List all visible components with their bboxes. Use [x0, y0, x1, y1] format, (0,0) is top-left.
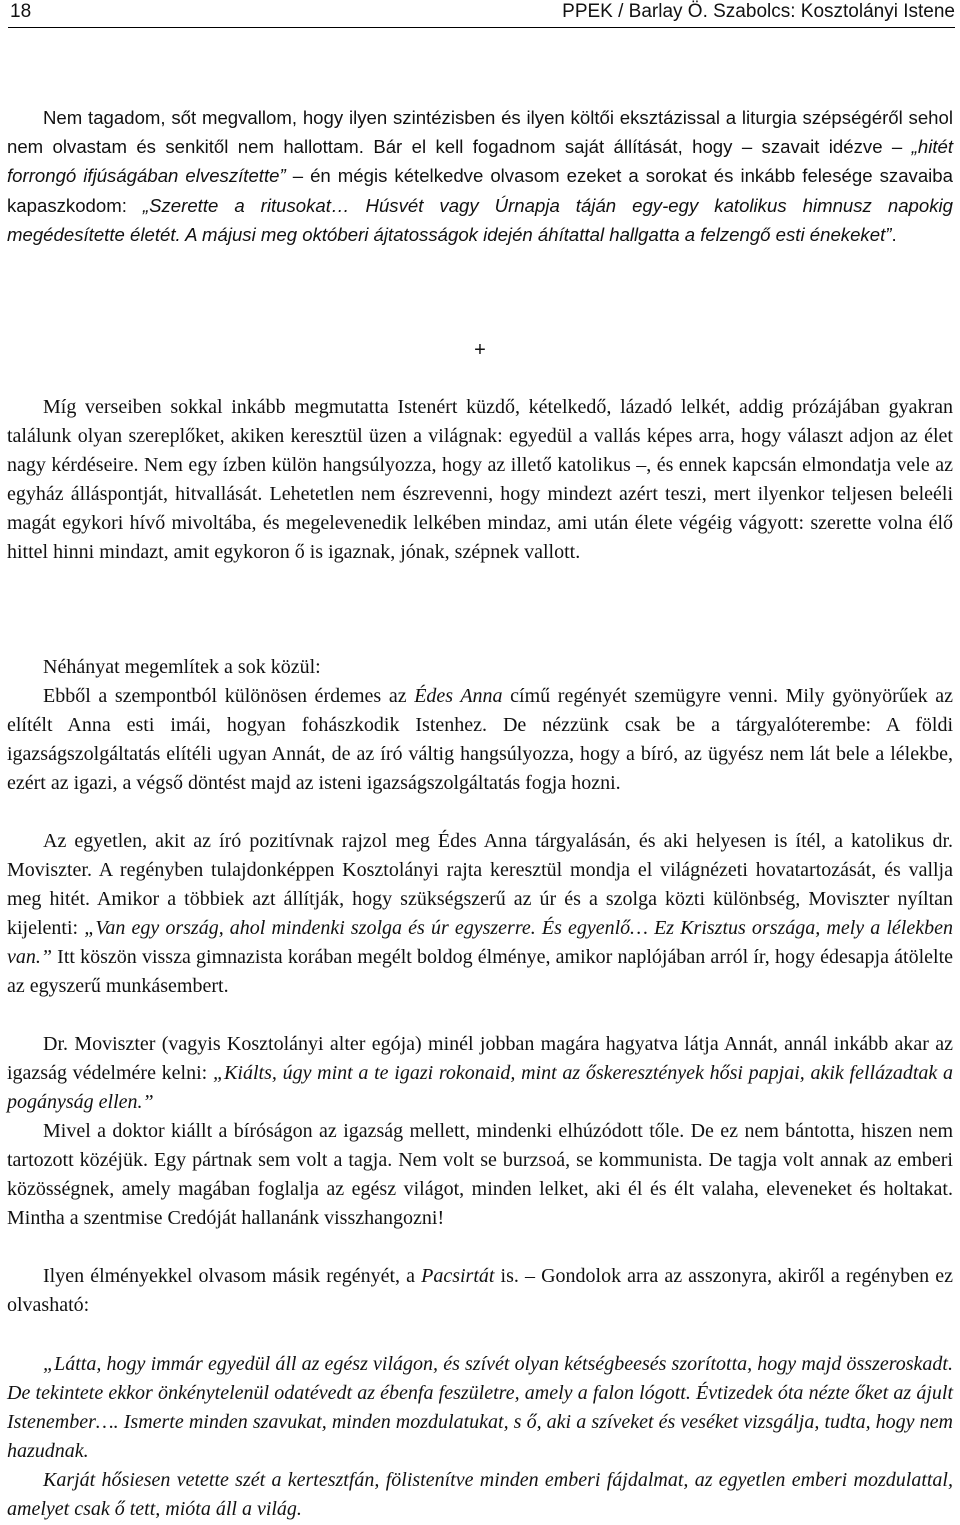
book-title-pacsirta: Pacsirtát: [421, 1265, 495, 1287]
paragraph-pacsirta: [7, 1262, 953, 1320]
paragraph-edes-anna-text-2: című regényét szemügyre venni. Mily gyönyörűek az elítélt Anna esti imái, hogyan fohászkodik Istenhez. De nézzünk csak be a tárgyalóterembe: A földi igazságszolgáltatás elítéli ugyan Annát, de az író váltig hangsúlyozza, hogy a bíró, az ügyész nem lát bele a lélekbe, ezért az igazi, a végső döntést majd az isteni igazságszolgáltatás fogja hozni.: [7, 685, 954, 794]
paragraph-pacsirta-text: Ilyen élményekkel olvasom másik regényét, a: [43, 1265, 422, 1287]
paragraph-prose-characters: Míg verseiben sokkal inkább megmutatta Istenért küzdő, kételkedő, lázadó lelkét, addig prózájában gyakran találunk olyan szereplőket, akiken keresztül üzen a világnak: egyedül a vallás képes arra, hogy választ adjon az élet nagy kérdéseire. Nem egy ízben külön hangsúlyozza, hogy az illető katolikus –, és ennek kapcsán elmondatja vele az egyház álláspontját, hitvallását. Lehetetlen nem észrevenni, hogy mindezt azért teszi, mert ilyenkor teljesen beleéli magát egykori hívő mivoltába, és megelevenedik lelkében mindaz, ami után élete végéig vágyott: szerette volna élő hittel hinni mindazt, amit egykoron ő is igaznak, jónak, szépnek vallott.: [7, 396, 953, 563]
paragraph-edes-anna: [7, 682, 953, 798]
quote-pacsirta-2: [7, 1466, 953, 1524]
quote-lost-faith: „hitét forrongó ifjúságában elveszítette”: [7, 136, 953, 187]
paragraph-doctor-court: Mivel a doktor kiállt a bíróságon az igazság mellett, mindenki elhúzódott tőle. De ez nem bántotta, hiszen nem tartozott közéjük. Egy pártnak sem volt a tagja. Nem volt se burzsoá, se kommunista. De tagja volt annak az emberi közösségnek, amely magában foglalja az egész világot, minden lelket, aki él és élt valaha, eleveneket és holtakat. Mintha a szentmise Credóját hallanánk visszhangozni!: [7, 1120, 953, 1229]
quote-kingdom-of-christ: „Van egy ország, ahol mindenki szolga és úr egyszerre. És egyenlő… Ez Krisztus országa, mely a lélekben van.”: [7, 917, 953, 968]
page-number: 18: [10, 1, 32, 22]
paragraph-liturgy-text: Nem tagadom, sőt megvallom, hogy ilyen szintézisben és ilyen költői eksztázissal a liturgia szépségéről sehol nem olvastam és senkitől nem hallottam. Bár el kell fogadnom saját állítását, hogy – szavait idézve –: [7, 107, 953, 158]
paragraph-moviszter: [7, 827, 953, 1001]
paragraph-moviszter-text: Az egyetlen, akit az író pozitívnak rajzol meg Édes Anna tárgyalásán, és aki helyesen is ítél, a katolikus dr. Moviszter. A regényben tulajdonképpen Kosztolányi rajta keresztül mondja el világnézeti hovatartozását, és vallja meg hitét. Amikor a többiek azt állítják, hogy szükségszerű az úr és a szolga közti különbség, Moviszter nyíltan kijelenti:: [7, 830, 953, 939]
paragraph-alter-ego-text: Dr. Moviszter (vagyis Kosztolányi alter egója) minél jobban magára hagyatva látja Annát, annál inkább akar az igazság védelmére kelni:: [7, 1033, 953, 1084]
paragraph-liturgy: [7, 103, 953, 249]
section-separator: +: [474, 339, 486, 361]
paragraph-liturgy-text-2: – én mégis kételkedve olvasom ezeket a sorokat és inkább felesége szavaiba kapaszkodom:: [7, 165, 953, 216]
quote-wife: „Szerette a ritusokat… Húsvét vagy Úrnapja táján egy-egy katolikus himnusz napokig megédesítette életét. A májusi meg októberi ájtatosságok idején áhítattal hallgatta a felzengő esti énekeket”: [7, 194, 953, 245]
paragraph-liturgy-end: .: [891, 223, 897, 245]
quote-cry-out: „Kiálts, úgy mint a te igazi rokonaid, mint az őskeresztények hősi papjai, akik fellázadtak a pogányság ellen.”: [7, 1062, 953, 1113]
quote-pacsirta-2-text: Karját hősiesen vetette szét a kertesztfán, fölistenítve minden emberi fájdalmat, az egyetlen emberi mozdulattal, amelyet csak ő tett, mióta áll a világ.: [7, 1469, 953, 1520]
paragraph-moviszter-text-2: Itt köszön vissza gimnazista korában megélt boldog élménye, amikor naplójában arról ír, hogy édesapja átölelte az egyszerű munkásembert.: [7, 946, 953, 997]
book-title-edes-anna: Édes Anna: [414, 685, 503, 707]
running-title: PPEK / Barlay Ö. Szabolcs: Kosztolányi Istene: [562, 1, 955, 22]
paragraph-alter-ego: [7, 1030, 953, 1117]
quote-pacsirta-1: [7, 1350, 953, 1466]
paragraph-examples-intro: Néhányat megemlítek a sok közül:: [43, 656, 321, 678]
quote-pacsirta-1-text: „Látta, hogy immár egyedül áll az egész világon, és szívét olyan kétségbeesés szorította, hogy majd összeroskadt. De tekintete ekkor önkénytelenül odatévedt az ébenfa feszületre, amely a falon lógott. Évtizedek óta nézte őket az ájult Istenember…. Ismerte minden szavukat, minden mozdulatukat, s ő, aki a szíveket és veséket vizsgálja, tudta, hogy nem hazudnak.: [7, 1353, 953, 1462]
paragraph-pacsirta-text-2: is. – Gondolok arra az asszonyra, akiről a regényben ez olvasható:: [7, 1265, 953, 1316]
paragraph-edes-anna-text: Ebből a szempontból különösen érdemes az: [43, 685, 415, 707]
page-header: [8, 0, 955, 28]
